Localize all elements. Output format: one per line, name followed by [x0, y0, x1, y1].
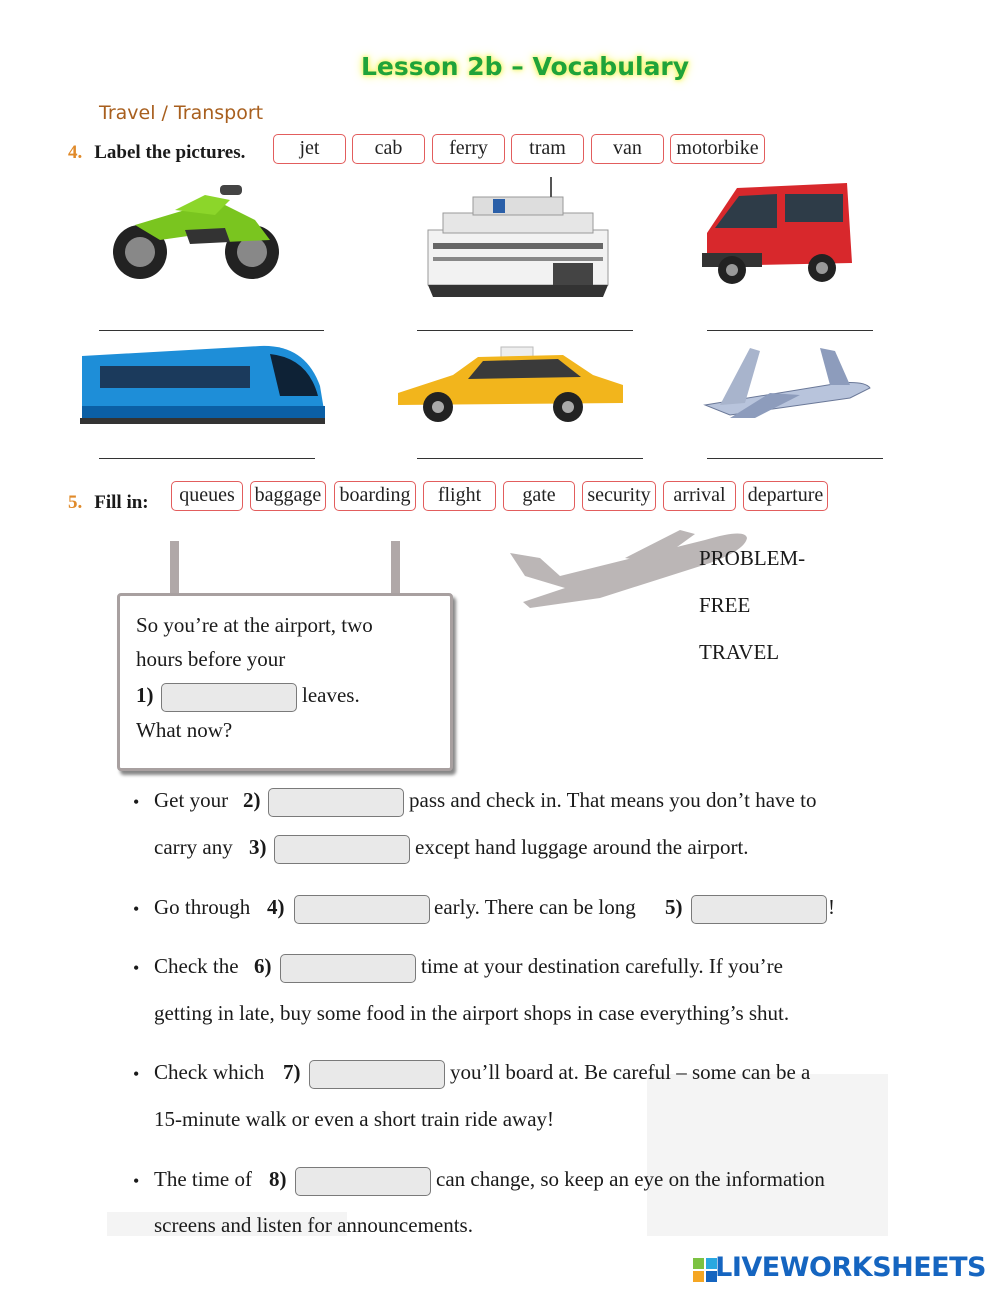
- word-chip-departure[interactable]: departure: [743, 481, 828, 511]
- heading-line-2: FREE: [699, 593, 751, 617]
- sign-text-leaves: leaves.: [302, 683, 360, 707]
- bullet3-text-b: time at your destination carefully. If you’re: [421, 954, 783, 978]
- bullet4-text-c: 15-minute walk or even a short train ride away!: [154, 1107, 555, 1131]
- sign-post-left: [170, 541, 179, 595]
- word-chip-jet[interactable]: jet: [273, 134, 346, 164]
- bullet2-text-b: early. There can be long: [434, 895, 636, 919]
- answer-input-7[interactable]: [309, 1060, 445, 1089]
- word-chip-flight[interactable]: flight: [423, 481, 496, 511]
- q4-header: [68, 142, 245, 164]
- background-panel: [647, 1074, 888, 1236]
- bullet5-text-b: can change, so keep an eye on the information: [436, 1167, 825, 1191]
- section-subtitle: Travel / Transport: [99, 102, 264, 124]
- answer-input-5[interactable]: [691, 895, 827, 924]
- blank-number-7: 7): [283, 1060, 301, 1084]
- bullet1-text-b: pass and check in. That means you don’t have to: [409, 788, 817, 812]
- bullet-icon: •: [133, 958, 140, 978]
- blank-number-2: 2): [243, 788, 261, 812]
- answer-input-4[interactable]: [294, 895, 430, 924]
- bullet4-text-b: you’ll board at. Be careful – some can be a: [450, 1060, 811, 1084]
- answer-line[interactable]: [417, 330, 633, 331]
- sign-text-line2: hours before your: [136, 647, 286, 671]
- blank-number-4: 4): [267, 895, 285, 919]
- word-chip-tram[interactable]: tram: [511, 134, 584, 164]
- sign-text-line1: So you’re at the airport, two: [136, 613, 373, 637]
- bullet3-text-a: Check the: [154, 954, 239, 978]
- answer-line[interactable]: [707, 330, 873, 331]
- answer-line[interactable]: [707, 458, 883, 459]
- q5-number: 5.: [68, 492, 83, 513]
- answer-input-8[interactable]: [295, 1167, 431, 1196]
- page-title: Lesson 2b – Vocabulary: [360, 52, 690, 81]
- bullet3-text-c: getting in late, buy some food in the airport shops in case everything’s shut.: [154, 1001, 790, 1025]
- word-chip-ferry[interactable]: ferry: [432, 134, 505, 164]
- answer-input-1[interactable]: [161, 683, 297, 712]
- motorbike-picture: [105, 180, 285, 285]
- answer-line[interactable]: [99, 330, 324, 331]
- bullet1-text-c: carry any: [154, 835, 233, 859]
- sign-text-line4: What now?: [136, 718, 233, 742]
- bullet-icon: •: [133, 792, 140, 812]
- bullet-icon: •: [133, 899, 140, 919]
- bullet1-text-d: except hand luggage around the airport.: [415, 835, 749, 859]
- word-chip-security[interactable]: security: [582, 481, 656, 511]
- sign-post-right: [391, 541, 400, 595]
- answer-input-2[interactable]: [268, 788, 404, 817]
- word-chip-baggage[interactable]: baggage: [250, 481, 326, 511]
- bullet4-text-a: Check which: [154, 1060, 265, 1084]
- q5-label: Fill in:: [94, 492, 149, 513]
- q4-label: Label the pictures.: [94, 142, 246, 163]
- bullet-icon: •: [133, 1064, 140, 1084]
- word-chip-queues[interactable]: queues: [171, 481, 243, 511]
- blank-number-3: 3): [249, 835, 267, 859]
- blank-number-1: 1): [136, 683, 154, 707]
- answer-line[interactable]: [99, 458, 315, 459]
- word-chip-boarding[interactable]: boarding: [334, 481, 416, 511]
- bullet2-text-a: Go through: [154, 895, 251, 919]
- bullet2-text-c: !: [828, 895, 835, 919]
- bullet5-text-c: screens and listen for announcements.: [154, 1213, 473, 1237]
- word-chip-motorbike[interactable]: motorbike: [670, 134, 765, 164]
- blank-number-8: 8): [269, 1167, 287, 1191]
- tram-picture: [80, 336, 328, 428]
- answer-input-3[interactable]: [274, 835, 410, 864]
- word-chip-gate[interactable]: gate: [503, 481, 575, 511]
- cab-picture: [393, 345, 628, 425]
- answer-input-6[interactable]: [280, 954, 416, 983]
- heading-line-1: PROBLEM-: [699, 546, 806, 570]
- q5-header: [68, 492, 149, 514]
- word-chip-cab[interactable]: cab: [352, 134, 425, 164]
- heading-line-3: TRAVEL: [699, 640, 780, 664]
- van-picture: [697, 178, 857, 288]
- bullet-icon: •: [133, 1171, 140, 1191]
- jet-picture: [700, 343, 875, 423]
- blank-number-5: 5): [665, 895, 683, 919]
- footer-brand: LIVEWORKSHEETS: [715, 1252, 986, 1283]
- word-chip-arrival[interactable]: arrival: [663, 481, 736, 511]
- ferry-picture: [423, 175, 613, 300]
- bullet1-text-a: Get your: [154, 788, 229, 812]
- answer-line[interactable]: [417, 458, 643, 459]
- bullet5-text-a: The time of: [154, 1167, 252, 1191]
- blank-number-6: 6): [254, 954, 272, 978]
- word-chip-van[interactable]: van: [591, 134, 664, 164]
- liveworksheets-logo-icon: [693, 1258, 717, 1282]
- q4-number: 4.: [68, 142, 83, 163]
